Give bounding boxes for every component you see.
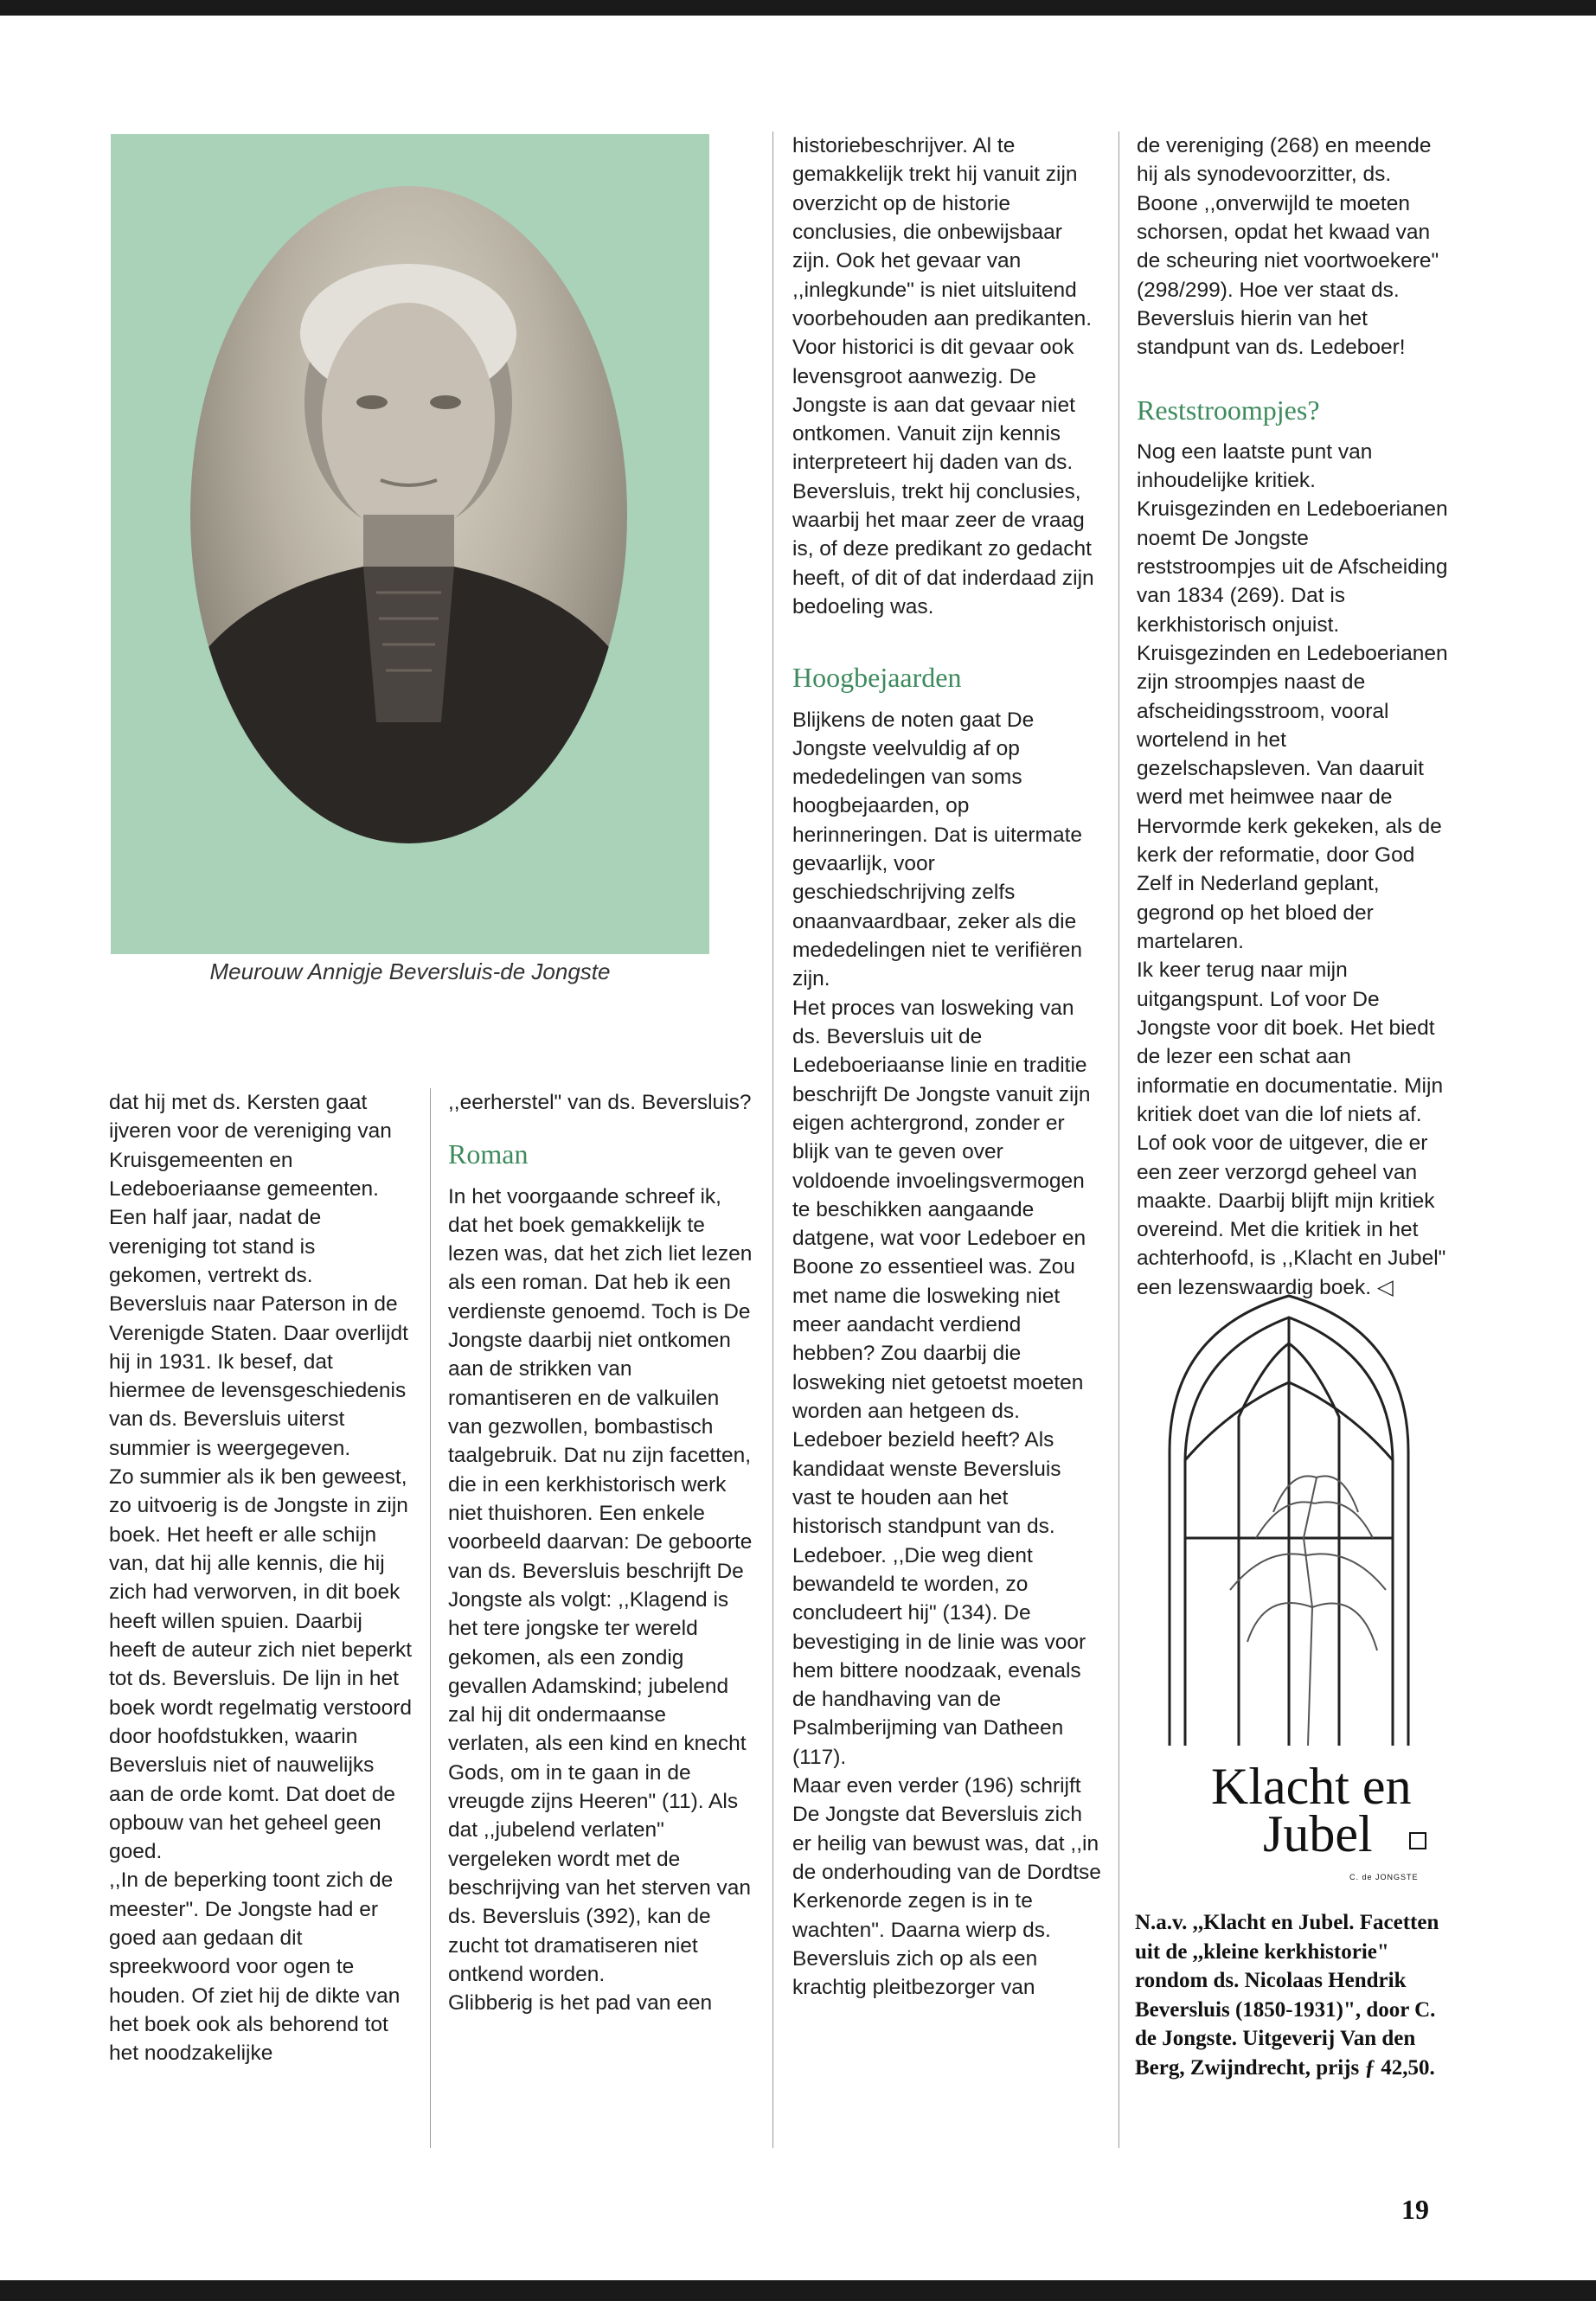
portrait-photo — [190, 186, 627, 843]
column-4 — [1137, 131, 1448, 1302]
column-3 — [792, 131, 1102, 2003]
paragraph: In het voorgaande schreef ik, dat het boek gemakkelijk te lezen was, dat het zich liet lezen als een roman. Dat heb ik een verdienste genoemd. Toch is De Jongste daarbij niet ontkomen aan de strikken van romantiseren en de valkuilen van gezwollen, bombastisch taalgebruik. Dat nu zijn facetten, die in een kerkhistorisch werk niet thuishoren. Een enkele voorbeeld daarvan: De geboorte van ds. Beversluis beschrijft De Jongste als volgt: ,,Klagend is het tere jongske ter wereld gekomen, als een zondig gevallen Adamskind; jubelend zal hij dit ondermaanse verlaten, als een kind en knecht Gods, om in te gaan in de vreugde zijns Heeren" (11). Als dat ,,jubelend verlaten" vergeleken wordt met de beschrijving van het sterven van ds. Beversluis (392), kan de zucht tot dramatiseren niet ontkend worden. — [448, 1184, 753, 1986]
column-2 — [448, 1088, 753, 2018]
bottom-border — [0, 2280, 1596, 2301]
top-border — [0, 0, 1596, 16]
book-cover-illustration — [1135, 1279, 1443, 1763]
section-heading-reststroompjes: Reststroompjes? — [1137, 394, 1320, 426]
book-title-line-1: Klacht en — [1211, 1758, 1412, 1815]
column-divider — [1118, 131, 1119, 2148]
section-heading-roman: Roman — [448, 1138, 529, 1170]
section-heading-hoogbejaarden: Hoogbejaarden — [792, 662, 962, 694]
book-title — [1211, 1758, 1412, 1863]
column-divider — [772, 131, 773, 2148]
photo-frame — [111, 134, 709, 954]
column-divider — [430, 1088, 431, 2148]
paragraph: de vereniging (268) en meende hij als synodevoorzitter, ds. Boone ,,onverwijld te moeten schorsen, opdat het kwaad van de scheuring niet voortwoekere" (298/299). Hoe ver staat ds. Beversluis hierin van het standpunt van ds. Ledeboer! — [1137, 134, 1439, 360]
paragraph: dat hij met ds. Kersten gaat ijveren voor de vereniging van Kruisgemeenten en Ledeboeriaanse gemeenten. Een half jaar, nadat de vereniging tot stand is gekomen, vertrekt ds. Beversluis naar Paterson in de Verenigde Staten. Daar overlijdt hij in 1931. Ik besef, dat hiermee de levensgeschiedenis van ds. Beversluis uiterst summier is weergegeven. — [109, 1091, 408, 1460]
paragraph: historiebeschrijver. Al te gemakkelijk trekt hij vanuit zijn overzicht op de historie conclusies, die onbewijsbaar zijn. Ook het gevaar van ,,inlegkunde" is niet uitsluitend voorbehouden aan predikanten. Voor historici is dit gevaar ook levensgroot aanwezig. De Jongste is aan dat gevaar niet ontkomen. Vanuit zijn kennis interpreteert hij daden van ds. Beversluis, trekt hij conclusies, waarbij het maar zeer de vraag is, of deze predikant zo gedacht heeft, of dit of dat inderdaad zijn bedoeling was. — [792, 134, 1094, 619]
page-number: 19 — [1401, 2194, 1429, 2225]
paragraph: Maar even verder (196) schrijft De Jongste dat Beversluis zich er heilig van bewust was, dat ,,in de onderhouding van de Dordtse Kerkenorde zegen is in te wachten". Daarna wierp ds. Beversluis zich op als een krachtig pleitbezorger van — [792, 1774, 1101, 2000]
square-icon — [1409, 1832, 1426, 1849]
column-1 — [109, 1088, 413, 2068]
photo-caption: Meurouw Annigje Beversluis-de Jongste — [209, 958, 611, 984]
paragraph: Glibberig is het pad van een — [448, 1991, 713, 2016]
book-author: C. de JONGSTE — [1349, 1873, 1419, 1881]
paragraph: Nog een laatste punt van inhoudelijke kritiek. Kruisgezinden en Ledeboerianen noemt De Jongste reststroompjes uit de Afscheiding van 1834 (269). Dat is kerkhistorisch onjuist. Kruisgezinden en Ledeboerianen zijn stroompjes naast de afscheidingsstroom, vooral wortelend in het gezelschapsleven. Van daaruit werd met heimwee naar de Hervormde kerk gekeken, als de kerk der reformatie, door God Zelf in Nederland geplant, gegrond op het bloed der martelaren. — [1137, 439, 1448, 953]
paragraph: Het proces van losweking van ds. Beversluis uit de Ledeboeriaanse linie en traditie beschrijft De Jongste vanuit zijn eigen achtergrond, zonder er blijk van te geven over voldoende invoelingsvermogen te beschikken aangaande datgene, wat voor Ledeboer en Boone zo essentieel was. Zou met name die losweking niet meer aandacht verdiend hebben? Zou daarbij die losweking niet getoetst moeten worden aan hetgeen ds. Ledeboer bezield heeft? Als kandidaat wenste Beversluis vast te houden aan het historisch standpunt van ds. Ledeboer. ,,Die weg dient bewandeld te worden, zo concludeert hij" (134). De bevestiging in de linie was voor hem bittere noodzaak, evenals de handhaving van de Psalmberijming van Datheen (117). — [792, 996, 1091, 1769]
paragraph: ,,In de beperking toont zich de meester". De Jongste had er goed aan gedaan dit spreekwoord voor ogen te houden. Of ziet hij de dikte van het boek ook als behorend tot het noodzakelijke — [109, 1868, 401, 2066]
paragraph: Ik keer terug naar mijn uitgangspunt. Lof voor De Jongste voor dit boek. Het biedt de lezer een schat aan informatie en documentatie. Mijn kritiek doet van die lof niets af. Lof ook voor de uitgever, die er een zeer verzorgd geheel van maakte. Daarbij blijft mijn kritiek overeind. Met die kritiek in het achterhoofd, is ,,Klacht en Jubel" een lezenswaardig boek. ◁ — [1137, 958, 1446, 1299]
paragraph: Blijkens de noten gaat De Jongste veelvuldig af op mededelingen van soms hoogbejaarden, op herinneringen. Dat is uitermate gevaarlijk, voor geschiedschrijving zelfs onaanvaardbaar, zeker als die mededelingen niet te verifiëren zijn. — [792, 708, 1083, 991]
paragraph: Zo summier als ik ben geweest, zo uitvoerig is de Jongste in zijn boek. Het heeft er alle schijn van, dat hij alle kennis, die hij zich had verworven, in dit boek heeft willen spuien. Daarbij heeft de auteur zich niet beperkt tot ds. Beversluis. De lijn in het boek wordt regelmatig verstoord door hoofdstukken, waarin Beversluis niet of nauwelijks aan de orde komt. Dat doet de opbouw van het geheel geen goed. — [109, 1465, 413, 1864]
book-title-line-2: Jubel — [1263, 1805, 1373, 1863]
book-reference: N.a.v. ,,Klacht en Jubel. Facetten uit de ,,kleine kerkhistorie" rondom ds. Nicolaas Hendrik Beversluis (1850-1931)", door C. de Jongste. Uitgeverij Van den Berg, Zwijndrecht, prijs ƒ 42,50. — [1135, 1911, 1439, 2080]
paragraph: ,,eerherstel" van ds. Beversluis? — [448, 1091, 752, 1114]
